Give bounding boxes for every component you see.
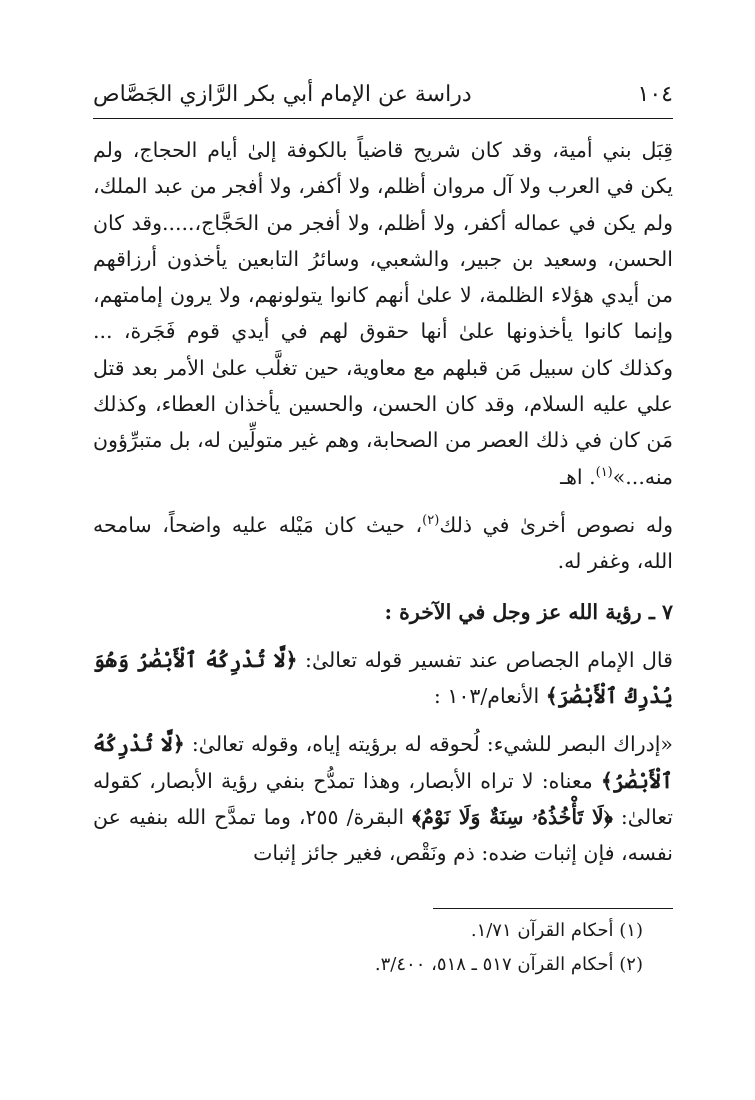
paragraph-text: معناه: لا تراه الأبصار، وهذا تمدُّح بنفي رؤية الأبصار، كقوله تعالىٰ:: [93, 768, 673, 830]
section-heading: ٧ ـ رؤية الله عز وجل في الآخرة :: [384, 599, 673, 624]
paragraph: [93, 642, 673, 715]
footnote-ref[interactable]: (٢): [422, 513, 440, 529]
paragraph: [93, 726, 673, 871]
running-title: دراسة عن الإمام أبي بكر الرَّازي الجَصَّاص: [93, 81, 472, 107]
paragraph-text: ، حيث كان مَيْله عليه واضحاً، سامحه الله، وغفر له.: [93, 512, 673, 574]
paragraph-text: وله نصوص أخرىٰ في ذلك: [439, 512, 673, 537]
paragraph: [93, 507, 673, 580]
footnote: (٢) أحكام القرآن ٥١٧ ـ ٥١٨، ٣/٤٠٠.: [374, 954, 643, 975]
paragraph-text: . اهـ: [560, 464, 596, 489]
quran-verse: ﴿لَّا تُدْرِكُهُ ٱلْأَبْصَٰرُ﴾: [93, 732, 673, 793]
paragraph-text: البقرة/ ٢٥٥، وما تمدَّح الله بنفيه عن نفسه، فإن إثبات ضده: ذم ونَقْص، فغير جائز إثبات: [93, 805, 673, 866]
footnote-divider: [433, 908, 673, 909]
page-header: [93, 74, 673, 114]
footnote-ref[interactable]: (١): [595, 464, 613, 480]
paragraph: [93, 132, 673, 495]
verse-reference: الأنعام/١٠٣ :: [433, 684, 540, 709]
paragraph-text: قِبَل بني أمية، وقد كان شريح قاضياً بالكوفة إلىٰ أيام الحجاج، ولم يكن في العرب ولا آل مروان أظلم، ولا أكفر، ولا أفجر من عبد الملك، ولم يكن في عماله أكفر، ولا أظلم، ولا أفجر من الحَجَّاج،.....وقد كان الحسن، وسعيد بن جبير، والشعبي، وسائرُ التابعين يأخذون أرزاقهم من أيدي هؤلاء الظلمة، لا علىٰ أنهم كانوا يتولونهم، ولا يرون إمامتهم، وإنما كانوا يأخذونها علىٰ أنها حقوق لهم في أيدي قوم فَجَرة، ... وكذلك كان سبيل مَن قبلهم مع معاوية، حين تغلَّب علىٰ الأمر بعد قتل علي عليه السلام، وقد كان الحسن، والحسين يأخذان العطاء، وكذلك مَن كان في ذلك العصر من الصحابة، وهم غير متولِّين له، بل متبرِّؤون منه...»: [93, 138, 673, 489]
footnotes: [93, 914, 673, 982]
main-text: [93, 132, 673, 872]
page-number: ١٠٤: [637, 81, 673, 107]
header-divider: [93, 118, 673, 119]
paragraph-text: قال الإمام الجصاص عند تفسير قوله تعالىٰ:: [305, 647, 673, 672]
quran-verse: ﴿لَا تَأْخُذُهُۥ سِنَةٌ وَلَا نَوْمٌ﴾: [412, 805, 613, 830]
footnote: (١) أحكام القرآن ١/٧١.: [470, 920, 643, 941]
quran-verse: ﴿لَّا تُدْرِكُهُ ٱلْأَبْصَٰرُ وَهُوَ يُدْرِكُ ٱلْأَبْصَٰرَ﴾: [93, 647, 673, 709]
paragraph-text: «إدراك البصر للشيء: لُحوقه له برؤيته إياه، وقوله تعالىٰ:: [191, 732, 673, 757]
